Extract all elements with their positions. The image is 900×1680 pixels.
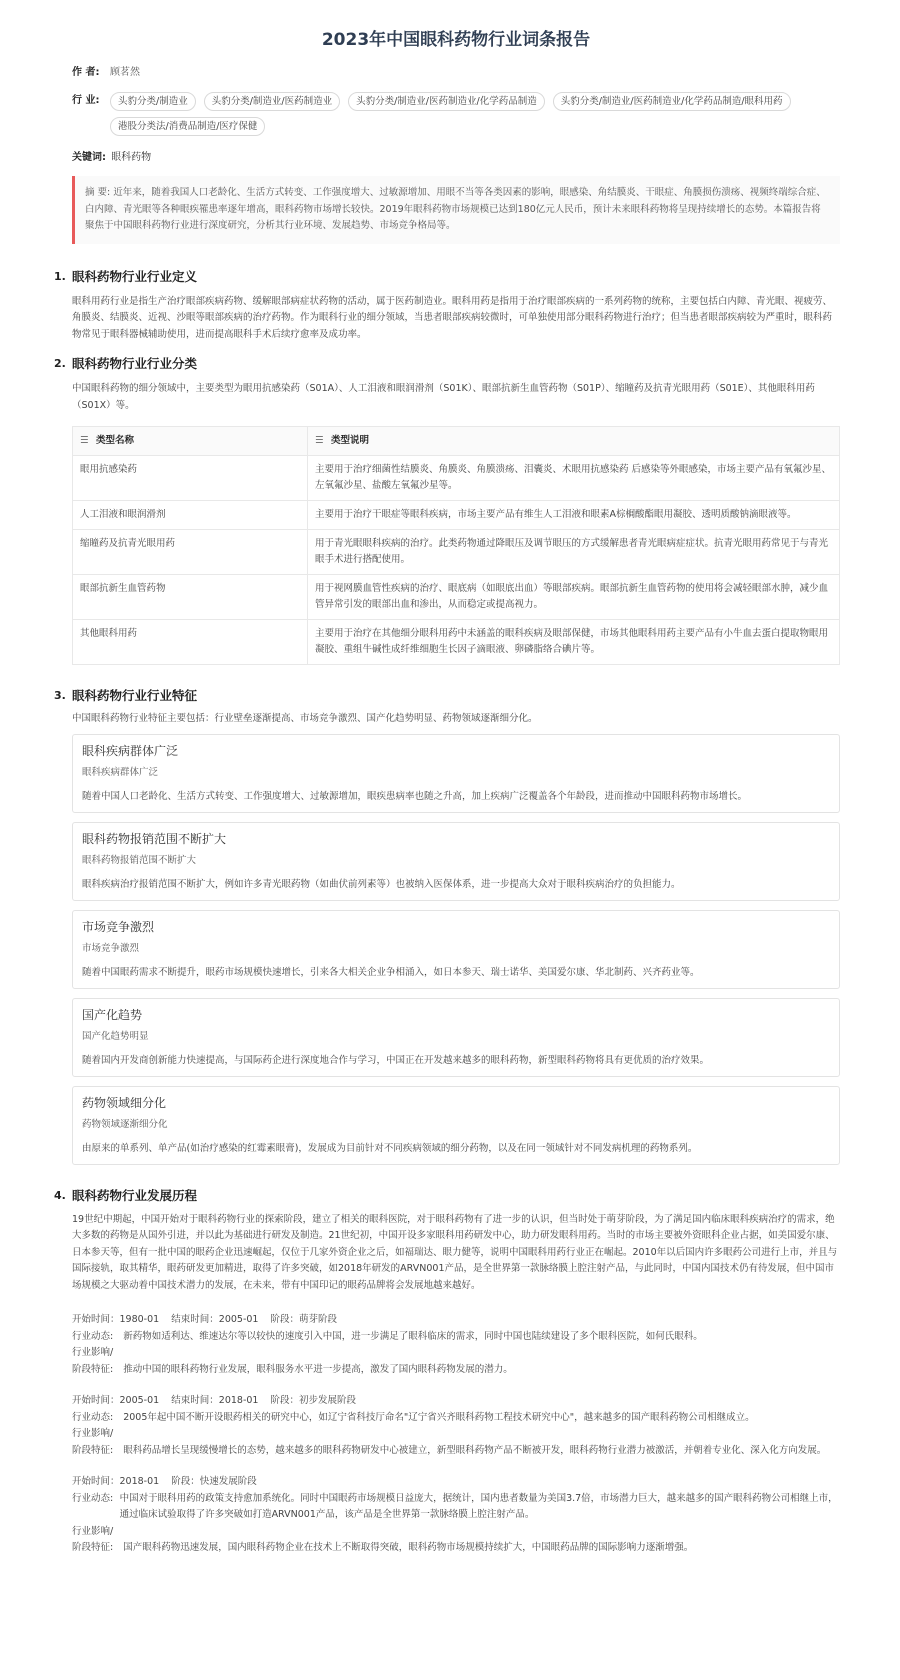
section-features [54,687,840,1165]
feature-title: 国产化趋势 [82,1007,143,1022]
table-header-row [73,427,840,456]
table-header[interactable] [73,427,308,456]
stage-dynamics [72,1491,840,1524]
table-header-label: 类型说明 [331,435,370,446]
industry-row [72,93,840,136]
section-number: 2. [54,357,66,370]
section-number: 4. [54,1188,66,1202]
stage-feature-label: 阶段特征: [72,1363,114,1375]
table-row [73,620,840,665]
feature-text: 随着国内开发商创新能力快速提高，与国际药企进行深度地合作与学习，中国正在开发越来越多的眼科药物，新型眼科药物将具有更优质的治疗效果。 [82,1054,710,1066]
stage-feature-label: 阶段特征: [72,1542,114,1553]
page-title: 2023年中国眼科药物行业词条报告 [321,30,591,50]
section-number: 3. [54,689,66,702]
industry-tag[interactable]: 头豹分类/制造业 [110,92,196,111]
type-name: 其他眼科用药 [73,620,308,665]
abstract-box [72,176,840,244]
feature-card [72,910,840,989]
feature-subtitle: 市场竞争激烈 [82,942,140,954]
feature-title: 眼科药物报销范围不断扩大 [82,831,227,846]
stage-dynamics-label: 行业动态: [72,1330,114,1342]
section-heading [54,1187,840,1205]
type-description: 主要用于治疗细菌性结膜炎、角膜炎、角膜溃疡、泪囊炎、术眼用抗感染药 后感染等外眼感染，市场主要产品有氧氟沙星、左氧氟沙星、盐酸左氧氟沙星等。 [308,456,840,501]
stage-feature [72,1443,840,1460]
feature-subtitle: 眼科药物报销范围不断扩大 [82,854,197,866]
industry-tag[interactable]: 头豹分类/制造业/医药制造业/化学药品制造 [348,92,545,111]
keywords-row [72,150,840,166]
section-title: 眼科药物行业行业特征 [72,688,198,703]
type-description: 用于视网膜血管性疾病的治疗、眼底病（如眼底出血）等眼部疾病。眼部抗新生血管药物的使用将会减轻眼部水肿，减少血管异常引发的眼部出血和渗出，从而稳定或提高视力。 [308,575,840,620]
keywords-label: 关键词: [72,152,106,163]
feature-card [72,998,840,1077]
stage-feature-text: 眼科药品增长呈现缓慢增长的态势，越来越多的眼科药物研发中心被建立，新型眼科药物产品不断被开发，眼科药物行业潜力被激活，并朝着专业化、深入化方向发展。 [123,1444,827,1456]
feature-subtitle: 眼科疾病群体广泛 [82,766,159,778]
type-name: 眼用抗感染药 [73,456,308,501]
classification-table [72,426,840,665]
industry-tag[interactable]: 头豹分类/制造业/医药制造业 [204,92,340,111]
section-title: 眼科药物行业发展历程 [72,1187,198,1203]
stage-impact-label: 行业影响/ [72,1525,114,1537]
stage-feature [72,1540,840,1557]
section-title: 眼科药物行业行业定义 [72,268,198,284]
section-title: 眼科药物行业行业分类 [72,356,198,371]
abstract-label: 摘 要: [85,187,111,198]
list-icon: ☰ [80,435,89,446]
feature-text: 随着中国眼药需求不断提升，眼药市场规模快速增长，引来各大相关企业争相涌入，如日本参天、瑞士诺华、美国爱尔康、华北制药、兴齐药业等。 [82,966,700,978]
section-paragraph: 中国眼科药物的细分领域中，主要类型为眼用抗感染药（S01A）、人工泪液和眼润滑剂（S01K）、眼部抗新生血管药物（S01P）、缩瞳药及抗青光眼用药（S01E）、其他眼科用药（S01X）等。 [72,383,815,411]
table-header[interactable] [308,427,840,456]
stage-header: 开始时间：2005-01 结束时间：2018-01 阶段：初步发展阶段 [72,1395,357,1406]
feature-card [72,734,840,813]
stage-impact-label: 行业影响/ [72,1347,114,1358]
stage-feature-text: 推动中国的眼科药物行业发展，眼科服务水平进一步提高，激发了国内眼科药物发展的潜力。 [123,1363,513,1375]
type-description: 主要用于治疗在其他细分眼科用药中未涵盖的眼科疾病及眼部保健，市场其他眼科用药主要产品有小牛血去蛋白提取物眼用凝胶、重组牛碱性成纤维细胞生长因子滴眼液、卵磷脂络合碘片等。 [308,620,840,665]
feature-title: 药物领域细分化 [82,1095,167,1110]
stage-dynamics-text: 中国对于眼科用药的政策支持愈加系统化。同时中国眼药市场规模日益庞大，据统计，国内患者数量为美国3.7倍，市场潜力巨大，越来越多的国产眼科药物公司相继上市，通过临床试验取得了许多突破如打造ARVN001产品，该产品是全世界第一款脉络膜上腔注射产品。 [119,1492,838,1520]
stage-dynamics-label: 行业动态: [72,1411,114,1423]
stage-dynamics [72,1410,840,1427]
stage-block [72,1393,840,1459]
stage-feature-label: 阶段特征: [72,1444,114,1456]
section-classification [54,355,840,665]
feature-text: 随着中国人口老龄化、生活方式转变、工作强度增大、过敏源增加，眼疾患病率也随之升高，加上疾病广泛覆盖各个年龄段，进而推动中国眼科药物市场增长。 [82,790,748,802]
section-number: 1. [54,269,66,283]
list-icon: ☰ [315,435,324,446]
author-row [72,65,840,81]
stage-dynamics-text: 2005年起中国不断开设眼药相关的研究中心，如辽宁省科技厅命名"辽宁省兴齐眼科药物工程技术研究中心"，越来越多的国产眼科药物公司相继成立。 [123,1411,755,1423]
section-paragraph: 19世纪中期起，中国开始对于眼科药物行业的探索阶段，建立了相关的眼科医院，对于眼科药物有了进一步的认识，但当时处于萌芽阶段，为了满足国内临床眼科疾病治疗的需求，绝大多数的药物是从国外引进，并以此为基础进行研发及制造。21世纪初，中国开设多家眼科用药研发中心，助力研发眼科用药。当时的市场主要被外资眼科企业占据，如美国爱尔康、日本参天等，但有一批中国的眼药企业迅速崛起，仅位于几家外资企业之后，如福瑞达、眼力健等，说明中国眼科用药行业正在崛起。2010年以后国内许多眼药公司进行上市，并且与国际接轨，取其精华，眼药研发更加精进，取得了许多突破，如2018年研发的ARVN001产品，是全世界第一款脉络膜上腔注射产品，与此同时，中国内国技术仍有待发展，但中国市场规模之大驱动着中国技术潜力的发展，在未来，带有中国印记的眼药品牌将会发展地越来越好。 [72,1213,838,1291]
stage-feature-text: 国产眼科药物迅速发展，国内眼科药物企业在技术上不断取得突破，眼科药物市场规模持续扩大，中国眼药品牌的国际影响力逐渐增强。 [123,1542,694,1553]
industry-tag[interactable]: 港股分类法/消费品制造/医疗保健 [110,117,265,136]
keywords-value: 眼科药物 [111,152,152,163]
stage-feature [72,1362,840,1379]
table-row [73,501,840,530]
table-row [73,456,840,501]
section-heading [54,268,840,286]
section-heading [54,355,840,373]
stage-block [72,1474,840,1557]
feature-subtitle: 药物领域逐渐细分化 [82,1118,168,1130]
section-history [54,1187,840,1557]
feature-card [72,1086,840,1165]
feature-title: 市场竞争激烈 [82,919,155,934]
table-header-label: 类型名称 [96,435,135,446]
stage-header: 开始时间：2018-01 阶段：快速发展阶段 [72,1476,257,1487]
stage-header: 开始时间：1980-01 结束时间：2005-01 阶段：萌芽阶段 [72,1314,338,1325]
section-paragraph: 中国眼科药物行业特征主要包括：行业壁垒逐渐提高、市场竞争激烈、国产化趋势明显、药物领域逐渐细分化。 [72,713,538,724]
author-label: 作 者: [72,67,100,78]
type-description: 主要用于治疗干眼症等眼科疾病，市场主要产品有维生人工泪液和眼素A棕榈酸酯眼用凝胶、透明质酸钠滴眼液等。 [308,501,840,530]
industry-tag[interactable]: 头豹分类/制造业/医药制造业/化学药品制造/眼科用药 [553,92,791,111]
section-paragraph: 眼科用药行业是指生产治疗眼部疾病药物、缓解眼部病症状药物的活动，属于医药制造业。眼科用药是指用于治疗眼部疾病的一系列药物的统称，主要包括白内障、青光眼、视疲劳、角膜炎、结膜炎、近视、沙眼等眼部疾病的治疗药物。作为眼科行业的细分领域，当患者眼部疾病较微时，可单独使用部分眼科药物进行治疗；但当患者眼部疾病较为严重时，眼科药物常见于眼科器械辅助使用，进而提高眼科手术后续疗愈率及成功率。 [72,295,833,340]
stage-dynamics-label: 行业动态: [72,1492,114,1504]
type-name: 眼部抗新生血管药物 [73,575,308,620]
stage-dynamics [72,1329,840,1346]
feature-card [72,822,840,901]
type-name: 人工泪液和眼润滑剂 [73,501,308,530]
author-name: 顾茗然 [110,67,140,78]
abstract-text: 近年来，随着我国人口老龄化、生活方式转变、工作强度增大、过敏源增加、用眼不当等各类因素的影响，眼感染、角结膜炎、干眼症、角膜损伤溃疡、视频终端综合症、白内障、青光眼等各种眼疾罹患率逐年增高，眼科药物市场增长较快。2019年眼科药物市场规模已达到180亿元人民币，预计未来眼科药物将呈现持续增长的态势。本篇报告将聚焦于中国眼科药物行业进行深度研究，分析其行业环境、发展趋势、市场竞争格局等。 [85,187,826,231]
feature-text: 由原来的单系列、单产品(如治疗感染的红霉素眼膏)，发展成为目前针对不同疾病领域的细分药物，以及在同一领域针对不同发病机理的药物系列。 [82,1142,698,1154]
stage-impact-label: 行业影响/ [72,1428,114,1439]
industry-tags [110,92,840,136]
section-definition [54,268,840,344]
stage-block [72,1312,840,1378]
table-row [73,530,840,575]
feature-subtitle: 国产化趋势明显 [82,1030,149,1042]
table-row [73,575,840,620]
feature-text: 眼科疾病治疗报销范围不断扩大，例如许多青光眼药物（如曲伏前列素等）也被纳入医保体系，进一步提高大众对于眼科疾病治疗的负担能力。 [82,878,681,890]
section-heading [54,687,840,705]
stage-dynamics-text: 新药物如适利达、维速达尔等以较快的速度引入中国，进一步满足了眼科临床的需求，同时中国也陆续建设了多个眼科医院，如何氏眼科。 [123,1330,703,1342]
type-name: 缩瞳药及抗青光眼用药 [73,530,308,575]
industry-label: 行 业: [72,95,100,106]
type-description: 用于青光眼眼科疾病的治疗。此类药物通过降眼压及调节眼压的方式缓解患者青光眼病症症状。抗青光眼用药常见于与青光眼手术进行搭配使用。 [308,530,840,575]
feature-title: 眼科疾病群体广泛 [82,743,179,758]
